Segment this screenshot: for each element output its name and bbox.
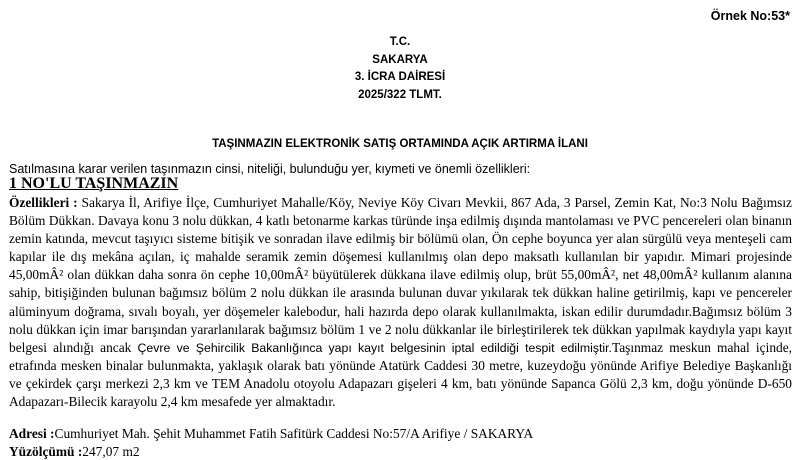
header-country: T.C.	[389, 36, 411, 48]
features-label: Özellikleri :	[9, 195, 78, 210]
header-office: 3. İCRA DAİRESİ	[354, 71, 446, 83]
section-title: 1 NO'LU TAŞINMAZIN	[9, 175, 179, 192]
address-label: Adresi :	[9, 426, 55, 441]
document-header	[0, 34, 800, 104]
address-line	[9, 426, 533, 442]
sample-number: Örnek No:53*	[710, 9, 790, 23]
notice-title: TAŞINMAZIN ELEKTRONİK SATIŞ ORTAMINDA AÇIK ARTIRMA İLANI	[212, 138, 588, 150]
features-text: Sakarya İl, Arifiye İlçe, Cumhuriyet Mahalle/Köy, Neviye Köy Civarı Mevkii, 867 Ada, 3 Parsel, Zemin Kat, No:3 Nolu Bağımsız Bölüm Dükkan. Davaya konu 3 nolu dükkan, 4 katlı betonarme karkas türünde inşa edilmiş dışında mantolaması ve PVC pencereleri olan binanın zemin katında, mevcut taşıyıcı sisteme bitişik ve sonradan ilave edilmiş bir bölümü olan, Ön cephe boyunca yer alan sürgülü veya menteşeli cam kapılar ile dış mekâna açılan, iç mahalde seramik zemin döşemesi kullanılmış olan depo maksatlı kullanılan bir yapıdır. Mimari projesinde 45,00mÂ² olan dükkan daha sonra ön cephe 10,00mÂ² büyütülerek dükkana ilave edilmiş olup, brüt 55,00mÂ², net 48,00mÂ² kullanım alanına sahip, bitişiğinden bulunan bağımsız bölüm 2 nolu dükkan ile arasında bulunan duvar yıkılarak tek dükkan haline getirilmiş, kapı ve pencereler alüminyum doğrama, sıvalı boyalı, yer döşemeler kalebodur, hali hazırda depo olarak kullanılmakta, iskan edilir durumdadır.Bağımsız bölüm 3 nolu dükkan için imar barışından yararlanılarak bağımsız bölüm 1 ve 2 nolu dükkanlar ile birleştirilerek tek dükkan yapılmak kaydıyla yapı kayıt belgesi alındığı ancak	[9, 195, 792, 355]
header-file-no: 2025/322 TLMT.	[358, 88, 442, 101]
features-text-sans: Çevre ve Şehircilik Bakanlığınca yapı kayıt belgesinin iptal edildiği tespit edilmiştir.	[137, 340, 612, 355]
address-text: Cumhuriyet Mah. Şehit Muhammet Fatih Safitürk Caddesi No:57/A Arifiye / SAKARYA	[54, 426, 534, 441]
area-label: Yüzölçümü :	[9, 444, 83, 459]
area-text: 247,07 m2	[82, 444, 140, 459]
area-line	[9, 444, 140, 460]
features-text-continued: Taşınmaz meskun mahal içinde, etrafında mesken binalar bulunmakta, yaklaşık olarak batı yönünde Atatürk Caddesi 30 metre, kuzeydoğu yönünde Arifiye Belediye Başkanlığı ve çekirdek çarşı merkezi 2,3 km ve TEM Anadolu otoyolu Adapazarı gişeleri 4 km, batı yönünde Sapanca Gölü 2,3 km, doğu yönünde D-650 Adapazarı-Bilecik karayolu 2,4 km mesafede yer almaktadır.	[9, 339, 792, 410]
features-paragraph	[9, 194, 792, 411]
header-city: SAKARYA	[372, 53, 428, 66]
intro-text: Satılmasına karar verilen taşınmazın cinsi, niteliği, bulunduğu yer, kıymeti ve önemli özellikleri:	[9, 162, 531, 176]
